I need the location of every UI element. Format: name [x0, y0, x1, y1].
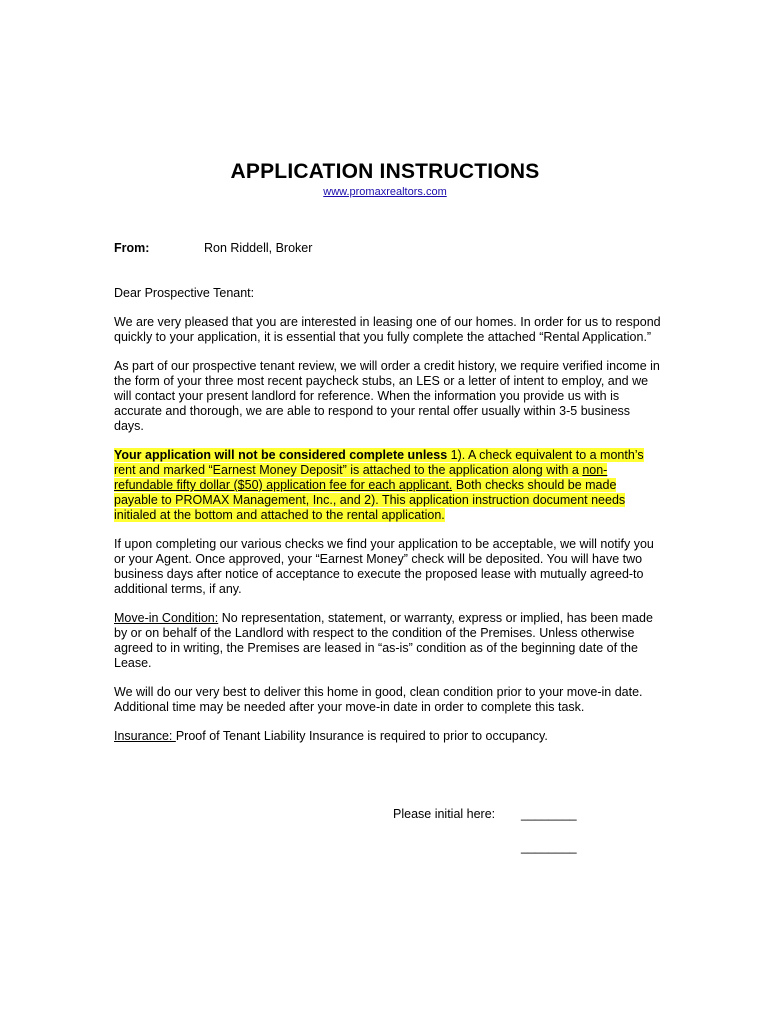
move-in-label: Move-in Condition:	[114, 611, 219, 625]
initial-line-1[interactable]: ________	[521, 807, 577, 821]
website-link[interactable]: www.promaxrealtors.com	[323, 186, 447, 198]
application-fee-text: non-refundable fifty dollar ($50) application fee for each applicant.	[114, 463, 608, 492]
insurance-paragraph	[114, 729, 662, 744]
insurance-text: Proof of Tenant Liability Insurance is required to prior to occupancy.	[175, 729, 548, 743]
delivery-paragraph: We will do our very best to deliver this home in good, clean condition prior to your move-in date. Additional time may be needed after your move-in date in order to complete this task.	[114, 685, 643, 714]
requirements-paragraph	[114, 448, 662, 523]
requirements-lead: Your application will not be considered complete unless	[114, 448, 448, 462]
initial-line-2[interactable]: ________	[521, 840, 577, 854]
insurance-label: Insurance:	[114, 729, 176, 743]
from-label: From:	[114, 241, 150, 255]
from-value: Ron Riddell, Broker	[204, 241, 313, 255]
requirements-part1: 1). A check equivalent to a month’s rent and marked “Earnest Money Deposit” is attached to the application along with a	[114, 448, 644, 477]
page-title: APPLICATION INSTRUCTIONS	[230, 160, 540, 183]
approval-paragraph: If upon completing our various checks we find your application to be acceptable, we will notify you or your Agent. Once approved, your “Earnest Money” check will be deposited. You will have two business days after notice of acceptance to execute the proposed lease with mutually agreed-to additional terms, if any.	[114, 537, 654, 596]
move-in-paragraph	[114, 611, 662, 671]
requirements-part2: Both checks should be made payable to PROMAX Management, Inc., and 2). This application instruction document needs initialed at the bottom and attached to the rental application.	[114, 478, 626, 522]
initial-label: Please initial here:	[393, 807, 496, 821]
greeting: Dear Prospective Tenant:	[114, 286, 255, 300]
move-in-text: No representation, statement, or warranty, express or implied, has been made by or on behalf of the Landlord with respect to the condition of the Premises. Unless otherwise agreed to in writing, the Premises are leased in “as-is” condition as of the beginning date of the Lease.	[114, 611, 653, 670]
letter-body	[114, 286, 662, 758]
review-paragraph: As part of our prospective tenant review, we will order a credit history, we require verified income in the form of your three most recent paycheck stubs, an LES or a letter of intent to employ, and we will contact your present landlord for reference. When the information you provide us with is accurate and thorough, we are able to respond to your rental offer usually within 3-5 business days.	[114, 359, 660, 433]
intro-paragraph: We are very pleased that you are interested in leasing one of our homes. In order for us to respond quickly to your application, it is essential that you fully complete the attached “Rental Application.”	[114, 315, 661, 344]
